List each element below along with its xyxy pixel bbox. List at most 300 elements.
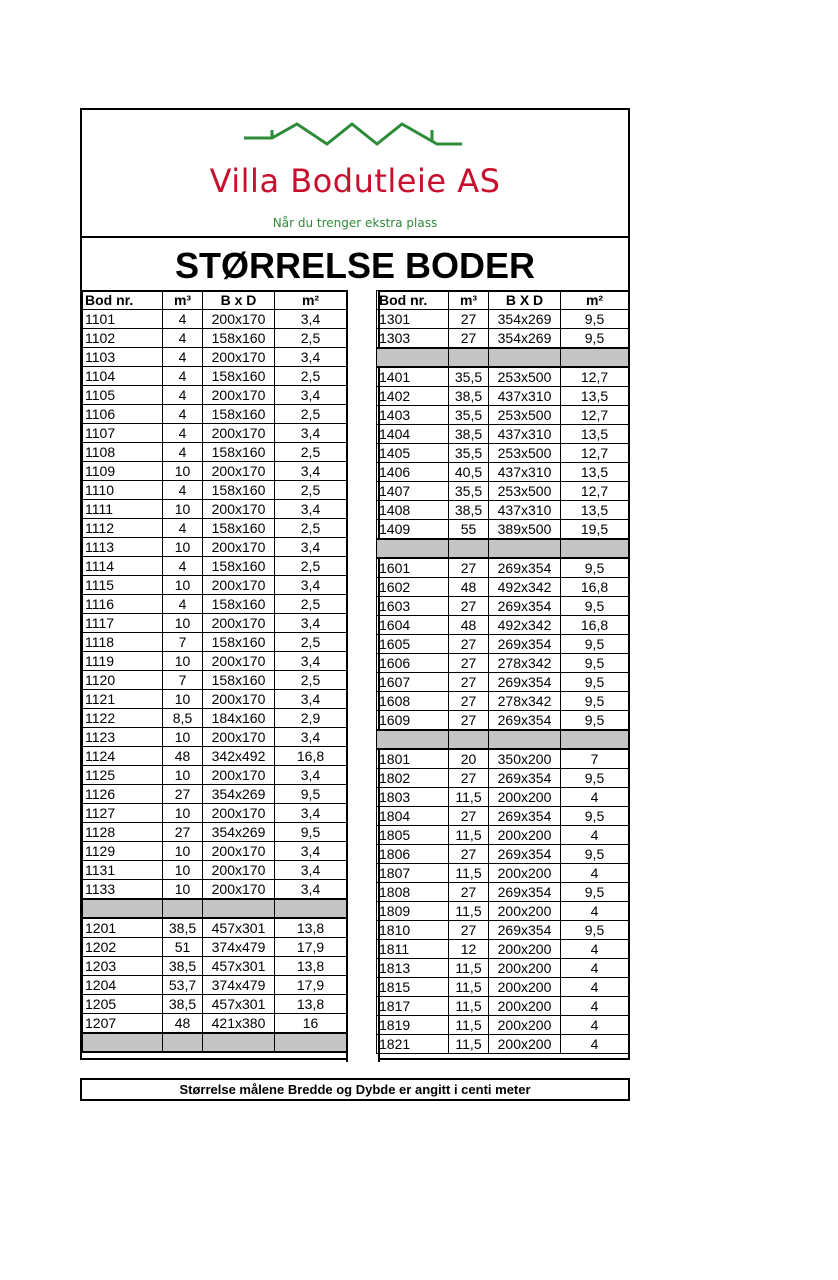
table-cell: 1119 [83, 652, 163, 671]
table-cell: 4 [561, 997, 629, 1016]
table-cell: 4 [561, 1035, 629, 1054]
table-cell [377, 539, 449, 558]
table-cell: 269x354 [489, 769, 561, 788]
table-cell: 1803 [377, 788, 449, 807]
table-cell: 158x160 [203, 443, 275, 462]
table-cell: 269x354 [489, 597, 561, 616]
table-cell: 27 [449, 807, 489, 826]
table-header-row [377, 291, 629, 310]
table-cell: 158x160 [203, 405, 275, 424]
table-cell: 1204 [83, 976, 163, 995]
table-cell: 4 [561, 864, 629, 883]
table-cell: 35,5 [449, 482, 489, 501]
table-cell: 1609 [377, 711, 449, 731]
table-cell: 3,4 [275, 861, 347, 880]
table-cell: 9,5 [561, 845, 629, 864]
table-cell [449, 539, 489, 558]
table-cell: 12,7 [561, 444, 629, 463]
table-row [83, 842, 347, 861]
table-row [377, 482, 629, 501]
table-cell [377, 730, 449, 749]
table-row [377, 940, 629, 959]
table-cell: 1815 [377, 978, 449, 997]
table-cell: 9,5 [561, 769, 629, 788]
table-cell: 3,4 [275, 728, 347, 747]
table-row [83, 995, 347, 1014]
table-cell: 200x200 [489, 997, 561, 1016]
table-cell: 1103 [83, 348, 163, 367]
table-cell: 269x354 [489, 883, 561, 902]
table-cell: 253x500 [489, 444, 561, 463]
table-cell: 4 [163, 519, 203, 538]
table-cell [377, 348, 449, 367]
table-cell: 200x170 [203, 842, 275, 861]
table-cell: 27 [449, 769, 489, 788]
table-cell: 1804 [377, 807, 449, 826]
table-cell: 35,5 [449, 444, 489, 463]
table-cell: 200x170 [203, 424, 275, 443]
table-cell: 11,5 [449, 902, 489, 921]
table-cell: 9,5 [561, 692, 629, 711]
table-cell: 11,5 [449, 978, 489, 997]
table-cell: 1402 [377, 387, 449, 406]
table-cell: 1123 [83, 728, 163, 747]
table-cell: 269x354 [489, 558, 561, 578]
table-cell: 1122 [83, 709, 163, 728]
table-cell: 9,5 [561, 635, 629, 654]
table-cell: 4 [163, 367, 203, 386]
table-cell: 3,4 [275, 576, 347, 595]
table-row [377, 749, 629, 769]
table-cell: 27 [449, 558, 489, 578]
table-cell: 158x160 [203, 557, 275, 576]
table-row [377, 845, 629, 864]
table-cell: 1817 [377, 997, 449, 1016]
table-cell: 1106 [83, 405, 163, 424]
table-cell: 3,4 [275, 652, 347, 671]
table-cell: 13,5 [561, 501, 629, 520]
table-cell [203, 899, 275, 918]
table-cell: 253x500 [489, 367, 561, 387]
document-frame [80, 108, 630, 1060]
table-cell: 4 [561, 902, 629, 921]
table-cell: 9,5 [561, 673, 629, 692]
table-cell: 354x269 [203, 823, 275, 842]
table-cell [561, 348, 629, 367]
table-cell: 4 [163, 595, 203, 614]
column-header: m² [561, 291, 629, 310]
table-cell: 13,8 [275, 957, 347, 976]
separator-row [377, 539, 629, 558]
table-cell: 200x200 [489, 940, 561, 959]
table-cell: 492x342 [489, 578, 561, 597]
table-row [83, 823, 347, 842]
table-row [377, 654, 629, 673]
table-cell: 3,4 [275, 500, 347, 519]
table-cell: 4 [163, 481, 203, 500]
table-cell: 1406 [377, 463, 449, 482]
table-cell: 13,5 [561, 463, 629, 482]
table-cell: 11,5 [449, 788, 489, 807]
table-gap [346, 290, 380, 1062]
table-cell: 1405 [377, 444, 449, 463]
table-cell: 200x170 [203, 652, 275, 671]
table-cell: 2,5 [275, 443, 347, 462]
table-cell: 27 [449, 635, 489, 654]
table-cell: 2,9 [275, 709, 347, 728]
table-cell: 9,5 [561, 310, 629, 329]
table-cell: 10 [163, 842, 203, 861]
table-cell: 38,5 [449, 387, 489, 406]
table-cell: 3,4 [275, 804, 347, 823]
table-cell: 354x269 [489, 310, 561, 329]
table-cell: 158x160 [203, 367, 275, 386]
column-header: B x D [203, 291, 275, 310]
table-cell: 200x170 [203, 861, 275, 880]
table-cell: 158x160 [203, 595, 275, 614]
table-cell: 350x200 [489, 749, 561, 769]
table-cell: 158x160 [203, 329, 275, 348]
table-cell: 457x301 [203, 957, 275, 976]
column-header: B X D [489, 291, 561, 310]
brand-tagline: Når du trenger ekstra plass [272, 216, 438, 230]
table-cell: 1107 [83, 424, 163, 443]
table-cell: 437x310 [489, 387, 561, 406]
table-cell: 9,5 [275, 823, 347, 842]
table-cell: 1407 [377, 482, 449, 501]
table-cell: 200x170 [203, 728, 275, 747]
table-cell: 389x500 [489, 520, 561, 540]
table-cell: 10 [163, 766, 203, 785]
table-cell: 1127 [83, 804, 163, 823]
table-row [377, 425, 629, 444]
table-cell: 269x354 [489, 711, 561, 731]
table-row [83, 671, 347, 690]
table-row [377, 997, 629, 1016]
table-cell: 19,5 [561, 520, 629, 540]
table-cell: 269x354 [489, 845, 561, 864]
table-row [83, 310, 347, 329]
table-cell: 4 [561, 940, 629, 959]
table-cell: 27 [449, 921, 489, 940]
table-cell: 11,5 [449, 959, 489, 978]
table-row [83, 367, 347, 386]
table-cell: 16 [275, 1014, 347, 1034]
table-row [83, 880, 347, 900]
table-cell: 1116 [83, 595, 163, 614]
table-cell: 2,5 [275, 633, 347, 652]
table-cell: 1409 [377, 520, 449, 540]
separator-row [377, 730, 629, 749]
table-cell: 354x269 [489, 329, 561, 349]
table-cell: 374x479 [203, 938, 275, 957]
table-cell: 3,4 [275, 386, 347, 405]
table-row [377, 616, 629, 635]
table-cell: 200x170 [203, 310, 275, 329]
table-row [83, 519, 347, 538]
right-size-table [376, 290, 629, 1054]
table-cell: 27 [449, 329, 489, 349]
table-cell [561, 539, 629, 558]
table-row [83, 500, 347, 519]
table-cell: 16,8 [561, 616, 629, 635]
table-row [377, 1016, 629, 1035]
table-cell: 48 [163, 747, 203, 766]
table-row [377, 635, 629, 654]
table-row [377, 673, 629, 692]
table-cell: 11,5 [449, 1035, 489, 1054]
table-row [377, 329, 629, 349]
table-cell: 1120 [83, 671, 163, 690]
table-cell: 2,5 [275, 519, 347, 538]
table-row [83, 976, 347, 995]
table-cell: 4 [163, 329, 203, 348]
table-row [83, 424, 347, 443]
table-cell: 200x170 [203, 690, 275, 709]
table-cell: 10 [163, 576, 203, 595]
table-cell [489, 730, 561, 749]
table-row [377, 978, 629, 997]
table-cell: 9,5 [561, 807, 629, 826]
table-cell [275, 1033, 347, 1052]
table-cell: 38,5 [449, 501, 489, 520]
separator-row [83, 1033, 347, 1052]
table-row [83, 785, 347, 804]
table-cell: 200x200 [489, 788, 561, 807]
table-row [377, 883, 629, 902]
left-size-table [82, 290, 347, 1053]
table-cell: 200x200 [489, 864, 561, 883]
table-row [377, 387, 629, 406]
table-cell: 1606 [377, 654, 449, 673]
table-cell: 1202 [83, 938, 163, 957]
table-cell [275, 899, 347, 918]
table-row [83, 918, 347, 938]
table-row [377, 558, 629, 578]
table-cell: 4 [561, 978, 629, 997]
table-cell: 4 [561, 1016, 629, 1035]
table-row [377, 769, 629, 788]
column-header: Bod nr. [83, 291, 163, 310]
table-row [377, 692, 629, 711]
table-cell: 9,5 [561, 558, 629, 578]
table-cell: 1113 [83, 538, 163, 557]
table-cell: 16,8 [561, 578, 629, 597]
table-cell: 12,7 [561, 406, 629, 425]
table-cell: 13,8 [275, 995, 347, 1014]
table-cell: 1203 [83, 957, 163, 976]
brand-name: Villa Bodutleie AS [209, 162, 501, 200]
table-cell: 10 [163, 614, 203, 633]
table-cell: 342x492 [203, 747, 275, 766]
table-row [377, 501, 629, 520]
table-row [377, 597, 629, 616]
logo-header [82, 110, 628, 238]
table-cell [489, 348, 561, 367]
table-cell: 10 [163, 690, 203, 709]
table-cell: 1111 [83, 500, 163, 519]
table-cell: 1602 [377, 578, 449, 597]
table-cell: 200x200 [489, 959, 561, 978]
column-header: Bod nr. [377, 291, 449, 310]
column-header: m³ [449, 291, 489, 310]
table-cell: 1811 [377, 940, 449, 959]
table-cell: 4 [561, 826, 629, 845]
table-cell: 374x479 [203, 976, 275, 995]
table-cell: 27 [449, 654, 489, 673]
table-cell: 4 [561, 788, 629, 807]
table-cell: 35,5 [449, 367, 489, 387]
table-cell: 2,5 [275, 557, 347, 576]
table-cell: 457x301 [203, 995, 275, 1014]
table-row [377, 444, 629, 463]
table-header-row [83, 291, 347, 310]
table-cell: 1604 [377, 616, 449, 635]
table-cell: 184x160 [203, 709, 275, 728]
table-cell: 1201 [83, 918, 163, 938]
table-cell: 27 [449, 692, 489, 711]
table-row [83, 614, 347, 633]
table-cell: 200x200 [489, 902, 561, 921]
table-row [83, 728, 347, 747]
table-row [83, 938, 347, 957]
table-cell: 3,4 [275, 614, 347, 633]
table-cell: 1807 [377, 864, 449, 883]
table-cell: 10 [163, 804, 203, 823]
table-row [83, 462, 347, 481]
table-cell: 27 [449, 845, 489, 864]
table-cell: 1105 [83, 386, 163, 405]
table-cell: 7 [163, 633, 203, 652]
table-cell: 3,4 [275, 538, 347, 557]
table-cell [203, 1033, 275, 1052]
table-row [377, 902, 629, 921]
table-cell: 38,5 [163, 918, 203, 938]
table-cell: 38,5 [163, 995, 203, 1014]
table-cell: 1608 [377, 692, 449, 711]
table-cell: 1110 [83, 481, 163, 500]
table-row [83, 443, 347, 462]
table-cell: 269x354 [489, 673, 561, 692]
table-cell: 1408 [377, 501, 449, 520]
table-cell: 1813 [377, 959, 449, 978]
table-cell: 10 [163, 500, 203, 519]
table-cell [561, 730, 629, 749]
table-cell: 1128 [83, 823, 163, 842]
three-roofs-logo-icon [242, 118, 472, 168]
table-cell: 2,5 [275, 671, 347, 690]
table-row [83, 861, 347, 880]
table-cell: 27 [449, 711, 489, 731]
table-cell: 16,8 [275, 747, 347, 766]
table-cell: 1809 [377, 902, 449, 921]
table-cell: 7 [561, 749, 629, 769]
table-cell: 2,5 [275, 367, 347, 386]
table-cell: 51 [163, 938, 203, 957]
table-cell: 4 [163, 405, 203, 424]
table-cell: 1607 [377, 673, 449, 692]
table-cell: 200x170 [203, 766, 275, 785]
table-cell: 269x354 [489, 635, 561, 654]
table-cell: 38,5 [163, 957, 203, 976]
table-row [83, 766, 347, 785]
table-cell: 1108 [83, 443, 163, 462]
table-cell: 9,5 [561, 329, 629, 349]
table-cell: 200x170 [203, 804, 275, 823]
table-cell: 27 [163, 785, 203, 804]
table-row [83, 481, 347, 500]
table-cell: 35,5 [449, 406, 489, 425]
table-row [83, 690, 347, 709]
table-cell: 158x160 [203, 671, 275, 690]
footer-note: Størrelse målene Bredde og Dybde er angitt i centi meter [80, 1078, 630, 1101]
table-cell [449, 348, 489, 367]
table-row [377, 864, 629, 883]
table-cell: 1118 [83, 633, 163, 652]
table-row [377, 959, 629, 978]
table-cell: 1207 [83, 1014, 163, 1034]
table-cell: 2,5 [275, 329, 347, 348]
table-cell: 55 [449, 520, 489, 540]
table-cell: 1115 [83, 576, 163, 595]
table-cell: 17,9 [275, 976, 347, 995]
table-cell [163, 899, 203, 918]
table-cell: 278x342 [489, 692, 561, 711]
table-cell: 9,5 [561, 883, 629, 902]
table-cell: 10 [163, 861, 203, 880]
table-cell: 269x354 [489, 921, 561, 940]
table-cell: 1303 [377, 329, 449, 349]
table-cell: 253x500 [489, 406, 561, 425]
separator-row [377, 348, 629, 367]
table-cell: 3,4 [275, 766, 347, 785]
table-cell: 4 [163, 348, 203, 367]
table-row [83, 652, 347, 671]
table-cell: 40,5 [449, 463, 489, 482]
table-cell: 200x200 [489, 1016, 561, 1035]
table-cell: 1802 [377, 769, 449, 788]
table-cell [83, 899, 163, 918]
table-cell: 354x269 [203, 785, 275, 804]
table-row [83, 386, 347, 405]
table-row [377, 807, 629, 826]
table-cell: 3,4 [275, 348, 347, 367]
table-cell: 53,7 [163, 976, 203, 995]
table-row [83, 709, 347, 728]
table-cell: 10 [163, 538, 203, 557]
table-cell: 9,5 [561, 597, 629, 616]
table-cell: 1819 [377, 1016, 449, 1035]
table-cell: 2,5 [275, 595, 347, 614]
table-cell: 158x160 [203, 519, 275, 538]
table-cell: 10 [163, 880, 203, 900]
table-cell: 492x342 [489, 616, 561, 635]
table-cell: 1112 [83, 519, 163, 538]
table-cell: 1129 [83, 842, 163, 861]
table-cell: 1125 [83, 766, 163, 785]
table-cell: 1810 [377, 921, 449, 940]
table-cell: 200x170 [203, 500, 275, 519]
table-cell: 437x310 [489, 463, 561, 482]
table-cell: 200x170 [203, 462, 275, 481]
table-cell: 1601 [377, 558, 449, 578]
table-cell: 278x342 [489, 654, 561, 673]
table-row [83, 804, 347, 823]
table-cell: 4 [163, 386, 203, 405]
table-row [83, 538, 347, 557]
table-row [377, 1035, 629, 1054]
table-row [83, 557, 347, 576]
